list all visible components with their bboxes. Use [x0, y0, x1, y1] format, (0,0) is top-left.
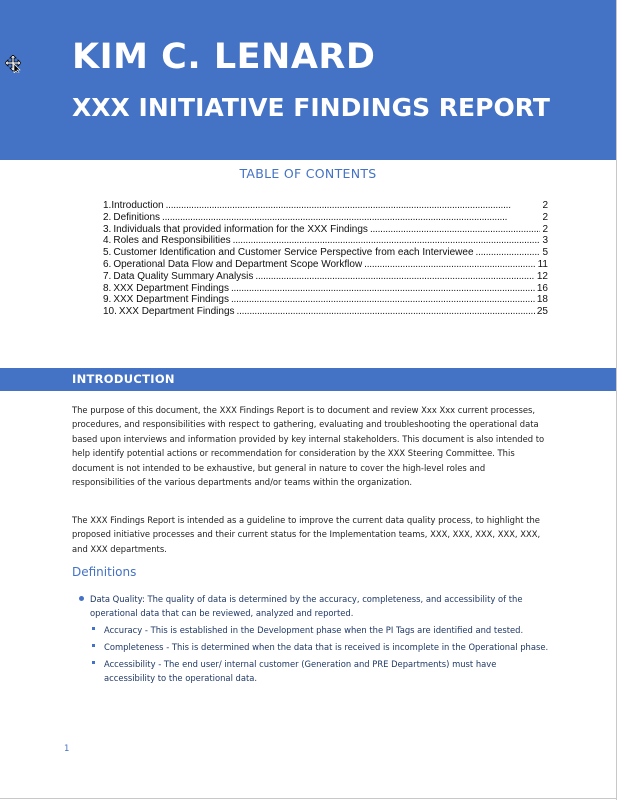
definition-text: Data Quality: The quality of data is determined by the accuracy, completeness, and accessibility of the operational data that can be reviewed, analyzed and reported.: [90, 594, 523, 619]
toc-entry-label: Roles and Responsibilities: [113, 235, 231, 247]
toc-entry-page: 18: [536, 294, 548, 306]
toc-entry[interactable]: [103, 235, 548, 247]
page-edge: [616, 0, 617, 800]
toc-entry-page: 2: [542, 211, 548, 223]
toc-entry-number: 3.: [103, 223, 112, 235]
author-name: KIM C. LENARD: [72, 37, 376, 77]
toc-leader: [162, 212, 540, 224]
page-number: 1: [64, 744, 70, 754]
toc-leader: [231, 294, 535, 306]
introduction-banner: [0, 368, 616, 391]
toc-entry-label: Introduction: [111, 200, 164, 211]
toc-entry[interactable]: [103, 200, 548, 212]
list-item: [72, 592, 550, 621]
page-edge-bottom: [0, 798, 617, 799]
toc-leader: [364, 259, 535, 271]
introduction-paragraph: The purpose of this document, the XXX Findings Report is to document and review Xxx Xxx current processes, procedures, and responsibilities with respect to gathering, evaluating and troubleshooting the operational data based upon interviews and information provided by key internal stakeholders. This document is also intended to help identify potential actions or recommendation for consideration by the XXX Steering Committee. This document is not intended to be exhaustive, but general in nature to cover the high-level roles and responsibilities of the various departments and/or teams within the organization.: [72, 405, 545, 488]
toc-entry-number: 4.: [103, 235, 112, 247]
toc-entry[interactable]: [103, 259, 548, 271]
definition-text: Completeness - This is determined when the data that is received is incomplete in the Operational phase.: [104, 641, 549, 652]
toc-entry[interactable]: [103, 212, 548, 224]
move-cursor-icon: [5, 55, 21, 73]
square-bullet-icon: [92, 627, 95, 630]
definition-text: Accessibility - The end user/ internal customer (Generation and PRE Departments) must have accessibility to the operational data.: [104, 658, 497, 684]
toc-entry-page: 11: [537, 258, 548, 270]
introduction-heading: INTRODUCTION: [72, 372, 175, 386]
definitions-heading: Definitions: [72, 565, 137, 579]
toc-leader: [370, 224, 541, 236]
toc-entry-page: 3: [542, 235, 548, 247]
toc-entry-page: 5: [542, 247, 548, 259]
toc-entry-number: 7.: [103, 270, 112, 282]
toc-entry-number: 9.: [103, 294, 112, 306]
toc-entry-page: 16: [536, 282, 548, 294]
toc-entry-label: XXX Department Findings: [113, 294, 229, 306]
toc-entry[interactable]: [103, 271, 548, 283]
bullet-icon: [79, 596, 84, 601]
toc-entry-label: Data Quality Summary Analysis: [113, 270, 254, 282]
list-item: [86, 657, 550, 686]
toc-entry[interactable]: [103, 283, 548, 295]
toc-entry-page: 2: [542, 200, 548, 211]
title-banner: [0, 0, 616, 160]
report-title: XXX INITIATIVE FINDINGS REPORT: [72, 93, 550, 122]
definitions-list: [72, 592, 550, 688]
toc-entry[interactable]: [103, 247, 548, 259]
toc-heading: TABLE OF CONTENTS: [239, 166, 377, 181]
toc-entry-number: 5.: [103, 247, 112, 259]
toc-entry-label: Customer Identification and Customer Service Perspective from each Interviewee: [113, 247, 474, 259]
toc-leader: [476, 247, 541, 259]
list-item: [86, 623, 550, 637]
toc-entry-label: Operational Data Flow and Department Scope Workflow: [113, 258, 363, 270]
toc-entry[interactable]: [103, 224, 548, 236]
toc-leader: [166, 200, 541, 212]
square-bullet-icon: [92, 661, 95, 664]
definition-text: Accuracy - This is established in the Development phase when the PI Tags are identified and tested.: [104, 624, 524, 635]
toc-leader: [237, 306, 535, 318]
toc-entry-label: XXX Department Findings: [118, 306, 235, 318]
toc-entry-number: 10.: [103, 306, 117, 318]
toc-leader: [233, 235, 541, 247]
toc-entry-page: 25: [536, 306, 548, 318]
toc-entry-number: 2.: [103, 211, 112, 223]
toc-entry[interactable]: [103, 306, 548, 318]
introduction-paragraph: The XXX Findings Report is intended as a guideline to improve the current data quality process, to highlight the proposed initiative processes and their current status for the Implementation teams, XXX, XXX, XXX, XXX, XXX, and XXX departments.: [72, 515, 541, 554]
table-of-contents: [103, 200, 548, 318]
square-bullet-icon: [92, 644, 95, 647]
list-item: [86, 640, 550, 654]
toc-entry-number: 1.: [103, 200, 112, 211]
toc-entry-label: Definitions: [113, 211, 161, 223]
toc-entry-label: XXX Department Findings: [113, 282, 229, 294]
toc-entry[interactable]: [103, 294, 548, 306]
toc-entry-page: 12: [536, 270, 548, 282]
toc-entry-label: Individuals that provided information for the XXX Findings: [113, 223, 368, 235]
toc-entry-number: 8.: [103, 282, 112, 294]
toc-entry-page: 2: [542, 223, 548, 235]
toc-leader: [231, 283, 535, 295]
definitions-sublist: [86, 623, 550, 686]
toc-entry-number: 6.: [103, 258, 112, 270]
toc-leader: [255, 271, 534, 283]
